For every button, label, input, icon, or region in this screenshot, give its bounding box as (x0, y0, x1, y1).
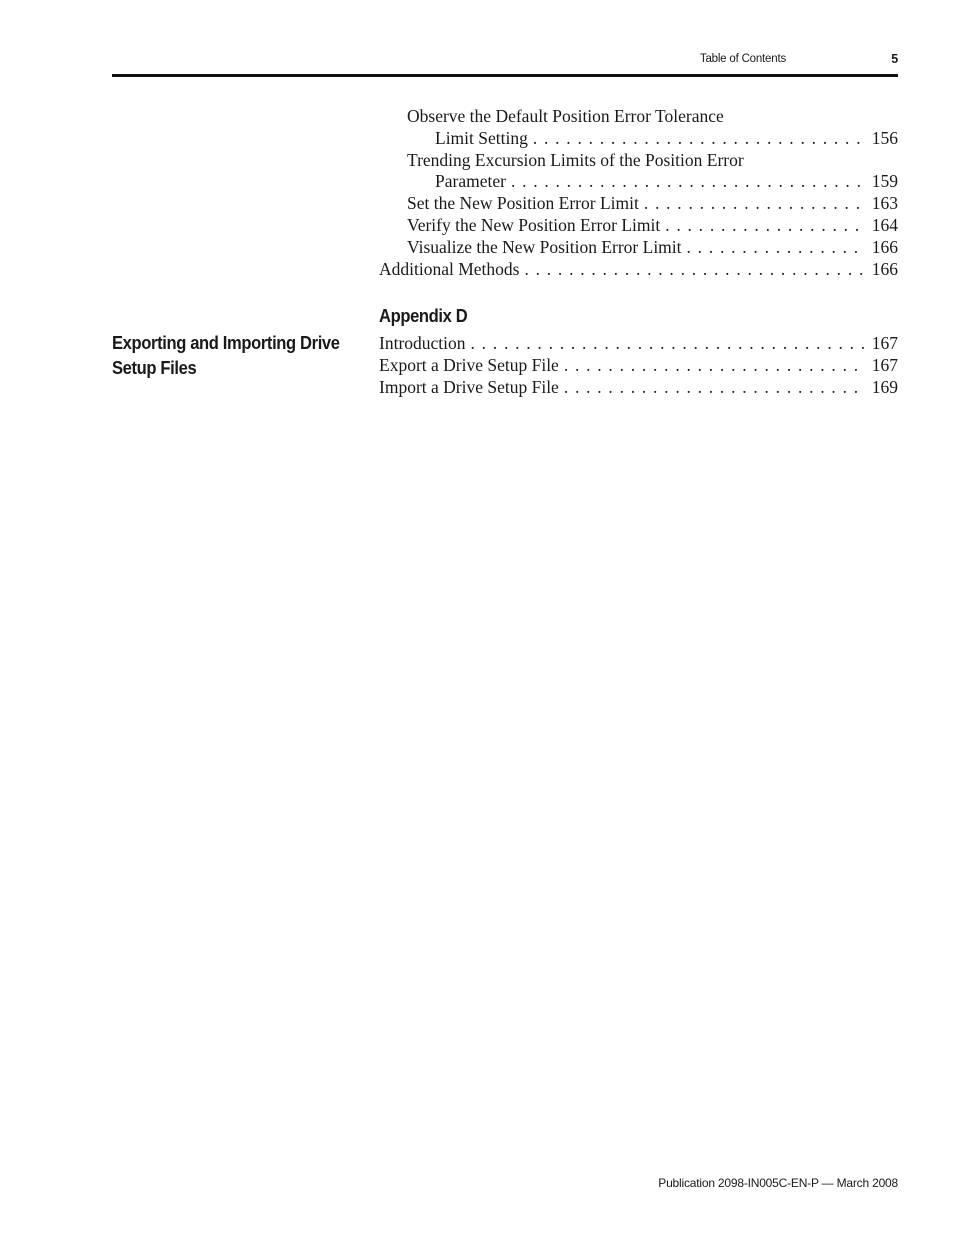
toc-entry-page: 156 (871, 127, 898, 148)
toc-entry-label: Limit Setting (435, 127, 528, 148)
toc-entry-label: Verify the New Position Error Limit (407, 214, 661, 235)
dot-leader (644, 193, 864, 215)
running-header (112, 52, 898, 70)
toc-entry-page: 163 (871, 193, 898, 214)
header-page-number: 5 (891, 52, 898, 66)
toc-entry[interactable] (379, 193, 898, 215)
toc-entry-label: Set the New Position Error Limit (407, 193, 639, 214)
toc-entry-label: Export a Drive Setup File (379, 354, 559, 375)
dot-leader (471, 333, 864, 355)
publication-footer: Publication 2098-IN005C-EN-P — March 2008 (658, 1176, 898, 1190)
toc-entry-continuation[interactable] (379, 128, 898, 150)
dot-leader (511, 171, 864, 193)
toc-entry-continuation[interactable] (379, 171, 898, 193)
toc-entry-label: Import a Drive Setup File (379, 376, 559, 397)
header-rule (112, 74, 898, 77)
toc-entry[interactable] (379, 237, 898, 259)
toc-entry-page: 169 (871, 376, 898, 397)
toc-entry[interactable] (379, 106, 898, 128)
toc-entry-page: 167 (871, 333, 898, 353)
appendix-title[interactable]: Exporting and Importing Drive Setup Files (112, 333, 340, 378)
toc-entry-page: 167 (871, 354, 898, 375)
dot-leader (564, 377, 864, 399)
header-section-name: Table of Contents (699, 53, 786, 65)
dot-leader (564, 355, 864, 377)
toc-entry-label: Parameter (435, 171, 506, 192)
toc-entry-label: Trending Excursion Limits of the Position Error (407, 149, 744, 170)
toc-entry[interactable] (379, 355, 898, 377)
toc-entry-label: Observe the Default Position Error Tolerance (407, 106, 724, 126)
toc-entry[interactable] (379, 150, 898, 172)
toc-entry-label: Introduction (379, 333, 466, 353)
toc-entry-page: 166 (871, 258, 898, 279)
dot-leader (687, 237, 864, 259)
toc-entry-page: 166 (871, 236, 898, 257)
toc-entry[interactable] (379, 333, 898, 355)
dot-leader (533, 128, 864, 150)
toc-entry[interactable] (379, 377, 898, 399)
toc-entry-label: Visualize the New Position Error Limit (407, 236, 682, 257)
appendix-toc-list (379, 333, 898, 398)
dot-leader (665, 215, 864, 237)
toc-entry[interactable] (379, 215, 898, 237)
toc-entry-page: 164 (871, 214, 898, 235)
toc-continued-list (379, 106, 898, 280)
toc-entry[interactable] (379, 259, 898, 281)
dot-leader (524, 259, 864, 281)
toc-entry-label: Additional Methods (379, 258, 520, 279)
appendix-label: Appendix D (379, 306, 468, 326)
toc-entry-page: 159 (871, 171, 898, 192)
